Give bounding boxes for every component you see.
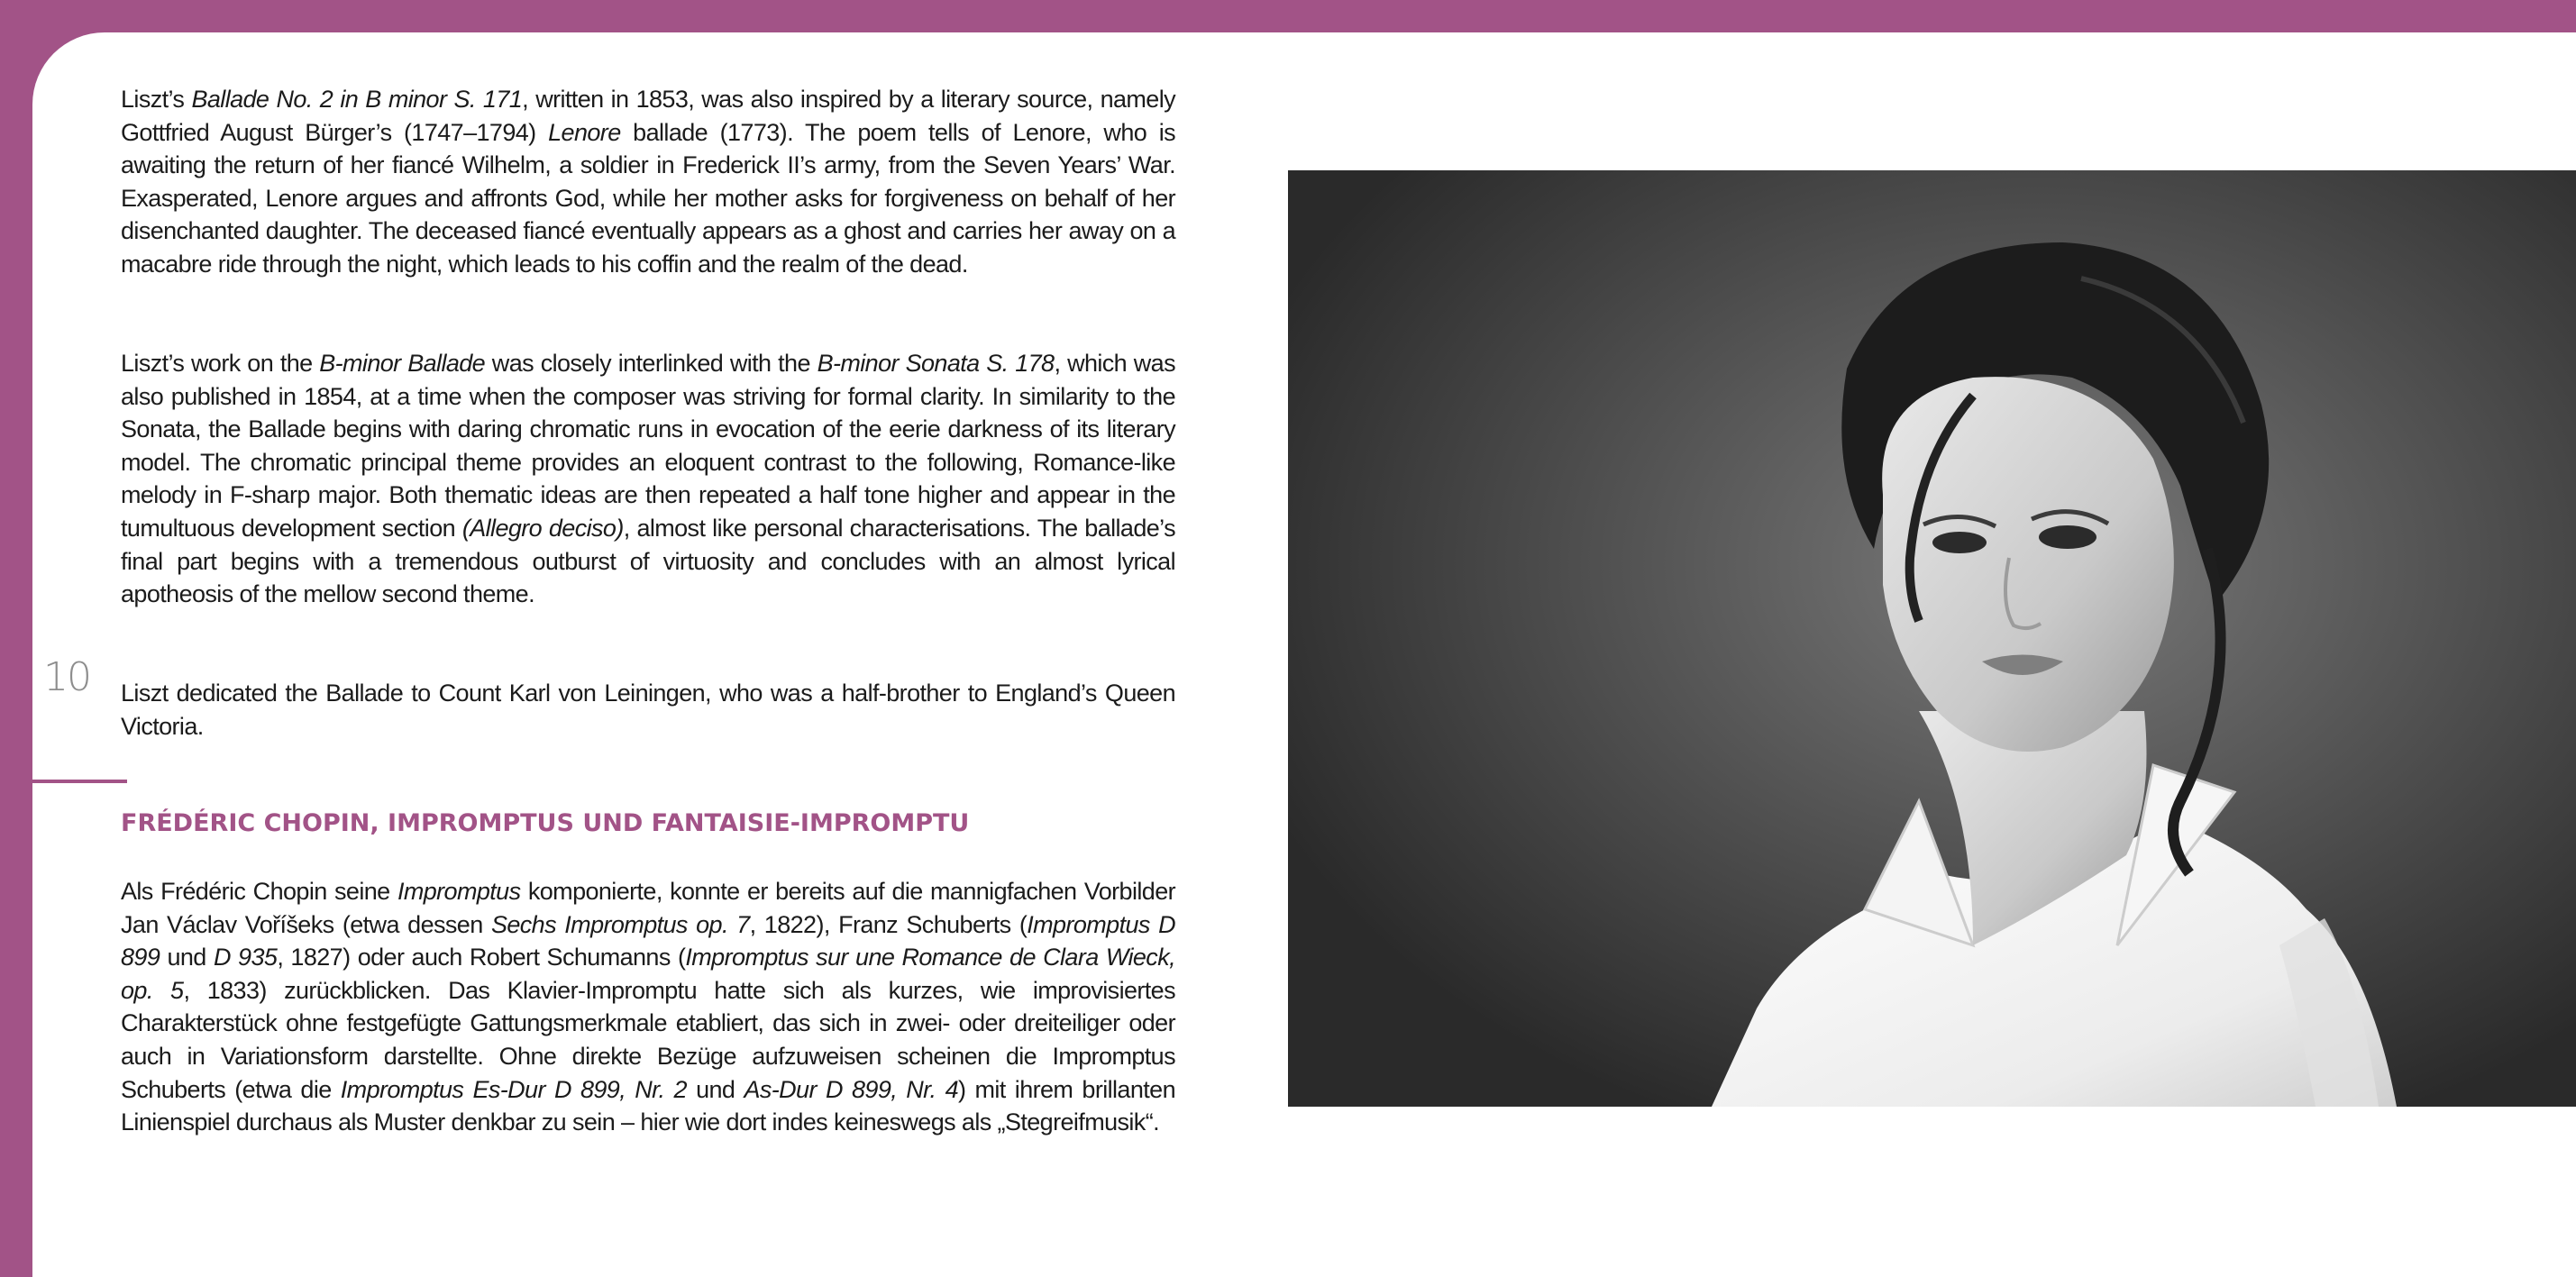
tempo-marking: (Allegro deciso) xyxy=(461,514,624,542)
paragraph-ballade-analysis: Liszt’s work on the B-minor Ballade was closely interlinked with the B-minor Sonata S. 178, which was also published in 1854, at a time when the composer was striving for formal clarity. In similarity to the Sonata, the Ballade begins with daring chromatic runs in evocation of the eerie darkness of its literary model. The chromatic principal theme provides an eloquent contrast to the following, Romance-like melody in F-sharp major. Both thematic ideas are then repeated a half tone higher and appear in the tumultuous development section (Allegro deciso), almost like personal characterisations. The ballade’s final part begins with a tremendous outburst of virtuosity and concludes with an almost lyrical apotheosis of the mellow second theme. xyxy=(121,350,1175,608)
section-divider xyxy=(32,780,127,783)
work-title: Impromptus Es-Dur D 899, Nr. 2 xyxy=(340,1075,687,1103)
pianist-portrait-photo xyxy=(1288,170,2576,1107)
work-title: Lenore xyxy=(548,118,621,146)
paragraph-ballade-intro: Liszt’s Ballade No. 2 in B minor S. 171, written in 1853, was also inspired by a literary source, namely Gottfried August Bürger’s (1747–1794) Lenore ballade (1773). The poem tells of Lenore, who is awaiting the return of her fiancé Wilhelm, a soldier in Frederick II’s army, from the Seven Years’ War. Exasperated, Lenore argues and affronts God, while her mother asks for forgiveness on behalf of her disenchanted daughter. The deceased fiancé eventually appears as a ghost and carries her away on a macabre ride through the night, which leads to his coffin and the realm of the dead. xyxy=(121,86,1176,278)
work-title: B-minor Ballade xyxy=(319,350,486,377)
paragraph-chopin-impromptus: Als Frédéric Chopin seine Impromptus komponierte, konnte er bereits auf die mannigfachen Vorbilder Jan Václav Voříšeks (etwa dessen Sechs Impromptus op. 7, 1822), Franz Schuberts (Impromptus D 899 und D 935, 1827) oder auch Robert Schumanns (Impromptus sur une Romance de Clara Wieck, op. 5, 1833) zurückblicken. Das Klavier-Impromptu hatte sich als kurzes, wie improvisiertes Charakterstück ohne festgefügte Gattungsmerkmale etabliert, das sich in zwei- oder dreiteiliger oder auch in Variationsform darstellte. Ohne direkte Bezüge aufzuweisen scheinen die Impromptus Schuberts (etwa die Impromptus Es-Dur D 899, Nr. 2 und As-Dur D 899, Nr. 4) mit ihrem brillanten Linienspiel durchaus als Muster denkbar zu sein – hier wie dort indes keineswegs als „Stegreifmusik“. xyxy=(121,878,1176,1136)
section-heading: FRÉDÉRIC CHOPIN, IMPROMPTUS UND FANTAISIE-IMPROMPTU xyxy=(121,809,970,837)
work-title: Impromptus D 899 xyxy=(121,910,1175,971)
work-title: B-minor Sonata S. 178 xyxy=(817,350,1055,377)
work-title: Impromptus sur une Romance de Clara Wieck, op. 5 xyxy=(121,944,1176,1004)
work-title: As-Dur D 899, Nr. 4 xyxy=(744,1075,958,1103)
work-title: Impromptus xyxy=(397,878,521,905)
paragraph-dedication: Liszt dedicated the Ballade to Count Karl von Leiningen, who was a half-brother to England’s Queen Victoria. xyxy=(121,680,1175,740)
work-title: Ballade No. 2 in B minor S. 171 xyxy=(191,86,523,113)
portrait-illustration xyxy=(1288,170,2576,1107)
page-number: 10 xyxy=(43,654,90,700)
work-title: Sechs Impromptus op. 7 xyxy=(490,910,750,938)
booklet-page xyxy=(32,32,2576,1277)
work-title: D 935 xyxy=(213,944,278,971)
